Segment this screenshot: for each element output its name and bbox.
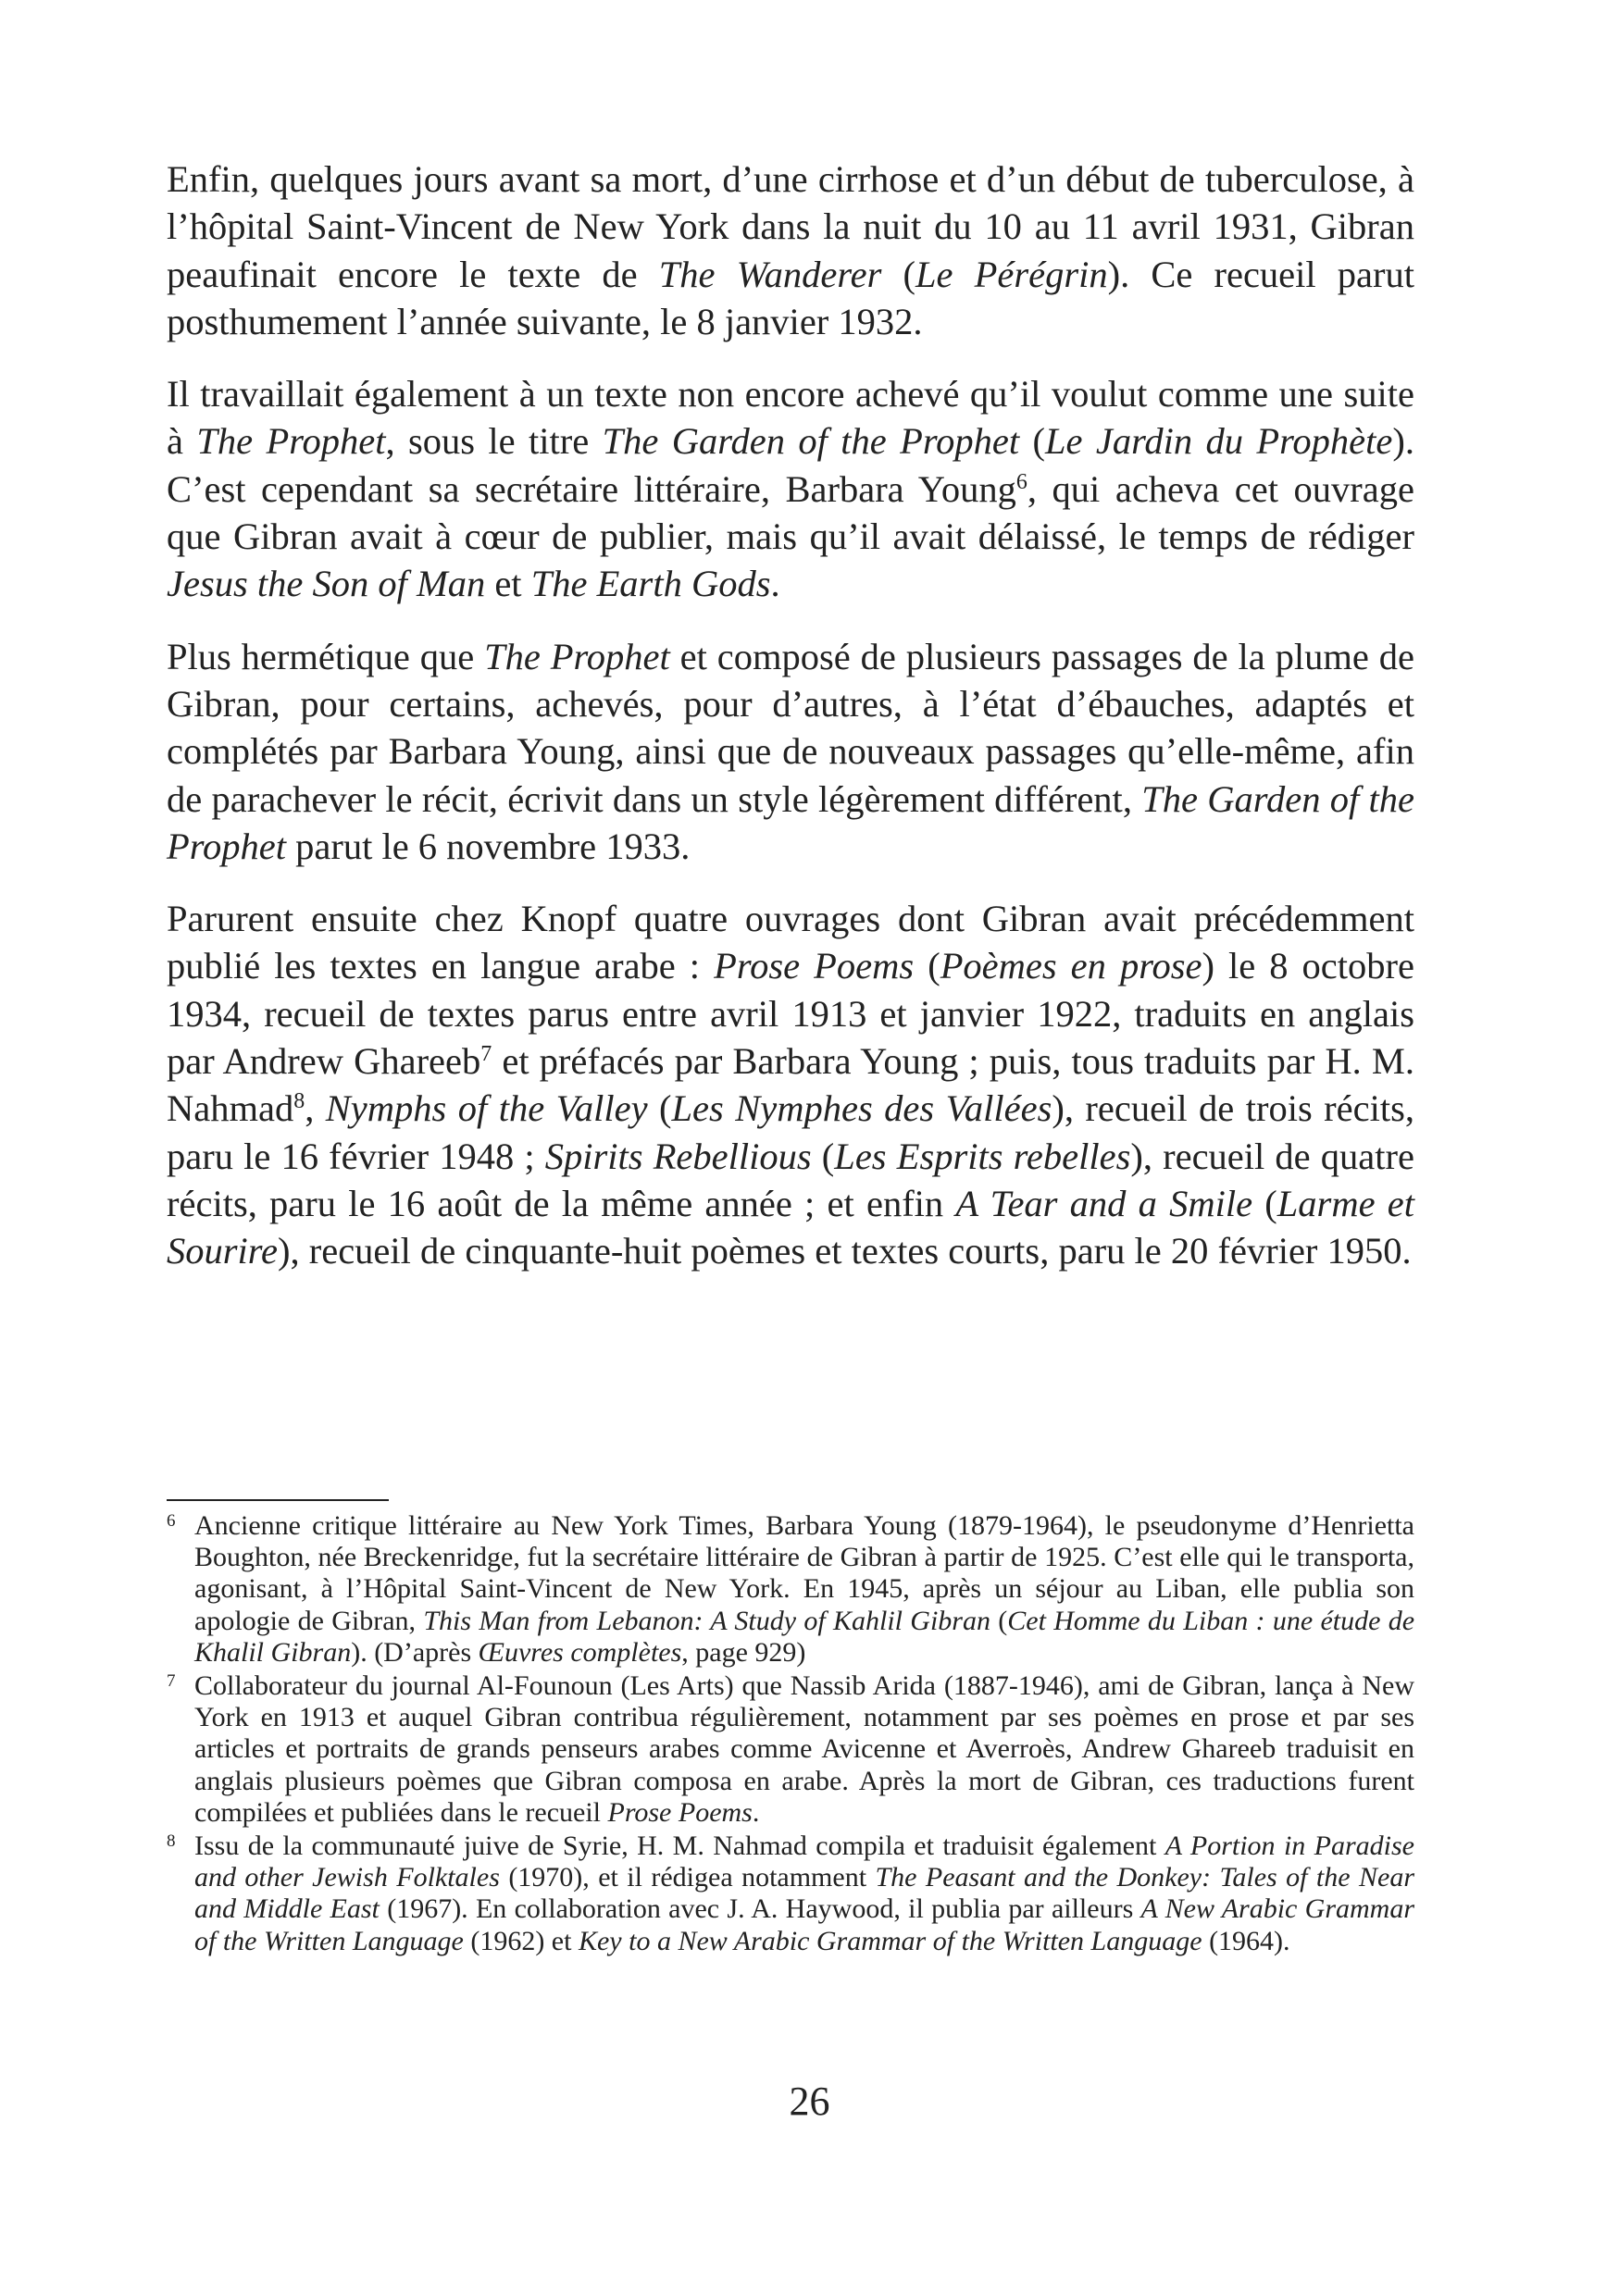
- footnote-number: 6: [167, 1511, 176, 1531]
- main-text: [167, 155, 1414, 1300]
- paragraph-3: Plus hermétique que The Prophet et composé de plusieurs passages de la plume de Gibran, pour certains, achevés, pour d’autres, à l’état d’ébauches, adaptés et complétés par Barbara Young, ainsi que de nouveaux passages qu’elle-même, afin de parachever le récit, écrivit dans un style légèrement différent, The Garden of the Prophet parut le 6 novembre 1933.: [167, 635, 1415, 867]
- footnote-8: [167, 1831, 1414, 1957]
- footnote-separator: [167, 1499, 389, 1501]
- footnote-text: Issu de la communauté juive de Syrie, H. M. Nahmad compila et traduisit également A Portion in Paradise and other Jewish Folktales (1970), et il rédigea notamment The Peasant and the Donkey: Tales of the Near and Middle East (1967). En collaboration avec J. A. Haywood, il publia par ailleurs A New Arabic Grammar of the Written Language (1962) et Key to a New Arabic Grammar of the Written Language (1964).: [194, 1831, 1414, 1956]
- paragraph-2: Il travaillait également à un texte non encore achevé qu’il voulut comme une suite à The Prophet, sous le titre The Garden of the Prophet (Le Jardin du Prophète). C’est cependant sa secrétaire littéraire, Barbara Young$^6$, qui acheva cet ouvrage que Gibran avait à cœur de publier, mais qu’il avait délaissé, le temps de rédiger Jesus the Son of Man et The Earth Gods.: [167, 373, 1415, 605]
- footnote-6: [167, 1510, 1414, 1669]
- footnotes: [167, 1510, 1414, 1959]
- footnote-number: 8: [167, 1831, 176, 1852]
- paragraph-4: Parurent ensuite chez Knopf quatre ouvrages dont Gibran avait précédemment publié les textes en langue arabe : Prose Poems (Poèmes en prose) le 8 octobre 1934, recueil de textes parus entre avril 1913 et janvier 1922, traduits en anglais par Andrew Ghareeb$^7$ et préfacés par Barbara Young ; puis, tous traduits par H. M. Nahmad$^8$, Nymphs of the Valley (Les Nymphes des Vallées), recueil de trois récits, paru le 16 février 1948 ; Spirits Rebellious (Les Esprits rebelles), recueil de quatre récits, paru le 16 août de la même année ; et enfin A Tear and a Smile (Larme et Sourire), recueil de cinquante-huit poèmes et textes courts, paru le 20 février 1950.: [167, 898, 1414, 1272]
- footnote-text: Collaborateur du journal Al-Founoun (Les Arts) que Nassib Arida (1887-1946), ami de Gibran, lança à New York en 1913 et auquel Gibran contribua régulièrement, notamment par ses poèmes en prose et par ses articles et portraits de grands penseurs arabes comme Avicenne et Averroès, Andrew Ghareeb traduisit en anglais plusieurs poèmes que Gibran composa en arabe. Après la mort de Gibran, ces traductions furent compilées et publiées dans le recueil Prose Poems.: [194, 1670, 1414, 1828]
- paragraph-1: Enfin, quelques jours avant sa mort, d’une cirrhose et d’un début de tuberculose, à l’hôpital Saint-Vincent de New York dans la nuit du 10 au 11 avril 1931, Gibran peaufinait encore le texte de The Wanderer (Le Pérégrin). Ce recueil parut posthumement l’année suivante, le 8 janvier 1932.: [167, 158, 1414, 342]
- page-number: 26: [789, 2079, 830, 2124]
- footnote-7: [167, 1670, 1414, 1829]
- footnote-text: Ancienne critique littéraire au New York Times, Barbara Young (1879-1964), le pseudonyme d’Henrietta Boughton, née Breckenridge, fut la secrétaire littéraire de Gibran à partir de 1925. C’est elle qui le transporta, agonisant, à l’Hôpital Saint-Vincent de New York. En 1945, après un séjour au Liban, elle publia son apologie de Gibran, This Man from Lebanon: A Study of Kahlil Gibran (Cet Homme du Liban : une étude de Khalil Gibran). (D’après Œuvres complètes, page 929): [194, 1510, 1415, 1668]
- footnote-number: 7: [167, 1671, 176, 1692]
